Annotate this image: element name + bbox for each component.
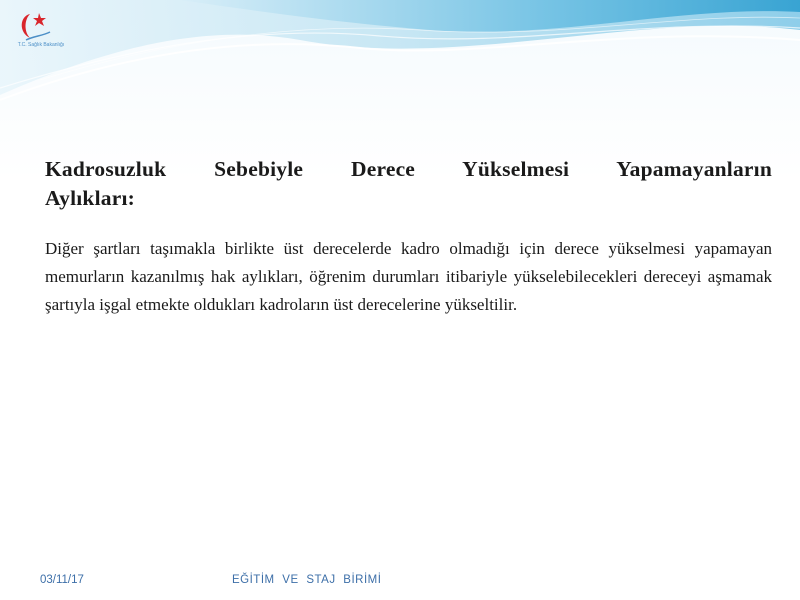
slide-paragraph: Diğer şartları taşımakla birlikte üst derecelerde kadro olmadığı için derece yükselmesi yapamayan memurların kazanılmış hak aylıkları, öğrenim durumları itibariyle yükselebilecekleri dereceyi aşmamak şartıyla işgal etmekte oldukları kadroların üst derecelerine yükseltilir. bbox=[45, 239, 772, 314]
slide-content bbox=[45, 155, 772, 319]
footer-department: EĞİTİM VE STAJ BİRİMİ bbox=[232, 574, 382, 586]
slide-heading bbox=[45, 155, 772, 213]
crescent-star-icon bbox=[6, 6, 68, 46]
slide-footer bbox=[0, 572, 800, 592]
header-wave-decoration bbox=[0, 0, 800, 110]
footer-date: 03/11/17 bbox=[40, 574, 84, 586]
heading-line-1: Kadrosuzluk Sebebiyle Derece Yükselmesi Yapamayanların bbox=[45, 157, 772, 181]
heading-line-2: Aylıkları: bbox=[45, 186, 135, 210]
logo-text: T.C. Sağlık Bakanlığı bbox=[17, 42, 65, 48]
ministry-logo bbox=[6, 6, 68, 68]
